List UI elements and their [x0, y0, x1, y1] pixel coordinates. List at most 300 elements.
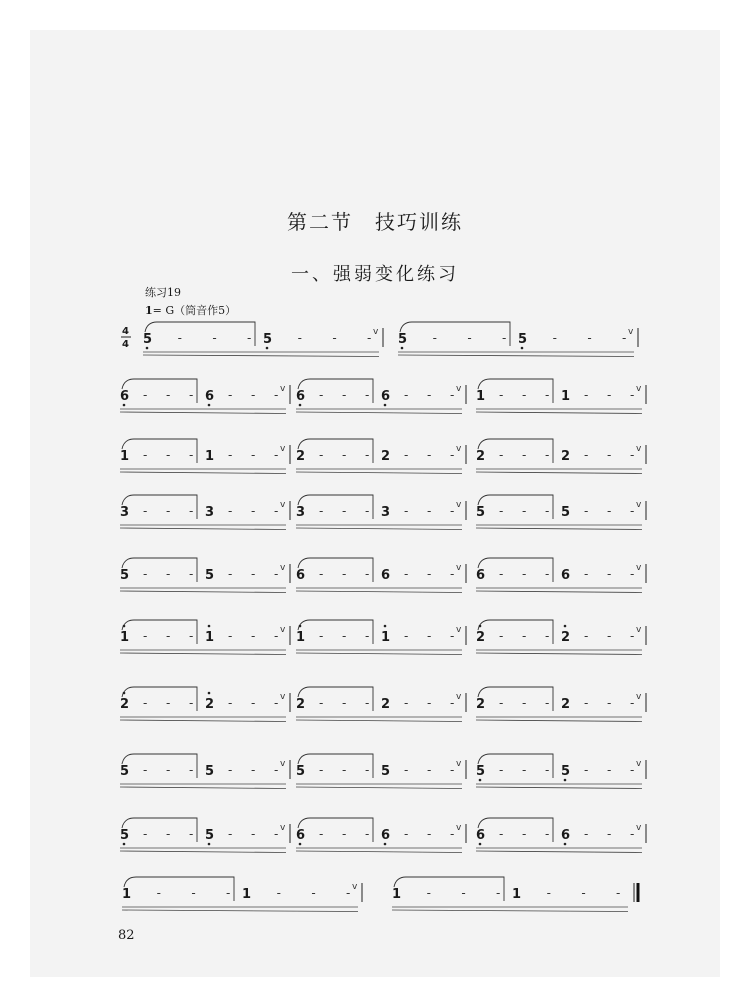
note: 6 [381, 389, 391, 404]
sustain-dash: - [342, 763, 347, 777]
note: 2 [296, 697, 306, 712]
sustain-dash: - [404, 827, 409, 841]
low-octave-dot [266, 347, 269, 350]
breath-mark: v [636, 759, 642, 769]
breath-mark: v [280, 563, 286, 573]
sustain-dash: - [584, 567, 589, 581]
sustain-dash: - [251, 827, 256, 841]
low-octave-dot [521, 347, 524, 350]
note: 1 [122, 887, 132, 902]
note: 6 [381, 828, 391, 843]
sustain-dash: - [630, 448, 635, 462]
note: 5 [120, 764, 130, 779]
sustain-dash: - [630, 567, 635, 581]
sustain-dash: - [365, 827, 370, 841]
sustain-dash: - [365, 567, 370, 581]
sustain-dash: - [496, 886, 501, 900]
dynamics-line [120, 412, 286, 414]
sustain-dash: - [499, 448, 504, 462]
sustain-dash: - [166, 504, 171, 518]
phrase-slur [298, 620, 373, 630]
note: 5 [476, 505, 486, 520]
note: 1 [120, 630, 130, 645]
breath-mark: v [636, 384, 642, 394]
note: 5 [120, 568, 130, 583]
time-signature-top: 4 [122, 326, 129, 337]
phrase-slur [394, 877, 504, 887]
sustain-dash: - [450, 763, 455, 777]
sustain-dash: - [630, 629, 635, 643]
sustain-dash: - [545, 448, 550, 462]
phrase-slur [478, 818, 553, 828]
phrase-slur [298, 439, 373, 449]
sustain-dash: - [450, 629, 455, 643]
sustain-dash: - [247, 331, 252, 345]
sustain-dash: - [191, 886, 196, 900]
section-title-text: 技巧训练 [375, 210, 463, 234]
sustain-dash: - [177, 331, 183, 345]
low-octave-dot [384, 404, 387, 407]
sustain-dash: - [228, 827, 233, 841]
low-octave-dot [564, 779, 567, 782]
breath-mark: v [456, 759, 462, 769]
phrase-slur [478, 439, 553, 449]
phrase-slur [122, 754, 197, 764]
note: 5 [205, 828, 215, 843]
sustain-dash: - [461, 886, 466, 900]
sustain-dash: - [467, 331, 472, 345]
sustain-dash: - [228, 567, 233, 581]
dynamics-line [476, 472, 642, 474]
low-octave-dot [208, 843, 211, 846]
sustain-dash: - [522, 504, 527, 518]
sustain-dash: - [607, 827, 612, 841]
breath-mark: v [280, 384, 286, 394]
note: 1 [381, 630, 391, 645]
breath-mark: v [636, 500, 642, 510]
dynamics-line [296, 412, 462, 414]
phrase-slur [478, 620, 553, 630]
sustain-dash: - [189, 388, 194, 402]
sustain-dash: - [545, 827, 550, 841]
low-octave-dot [299, 843, 302, 846]
sustain-dash: - [607, 567, 612, 581]
sustain-dash: - [276, 886, 282, 900]
sustain-dash: - [499, 504, 504, 518]
sustain-dash: - [342, 448, 347, 462]
dynamics-line [120, 591, 286, 593]
note: 3 [120, 505, 130, 520]
sustain-dash: - [274, 696, 279, 710]
low-octave-dot [401, 347, 404, 350]
phrase-slur [145, 322, 255, 332]
high-octave-dot [123, 692, 126, 695]
sustain-dash: - [365, 763, 370, 777]
sustain-dash: - [226, 886, 231, 900]
note: 2 [296, 449, 306, 464]
sustain-dash: - [143, 827, 148, 841]
sustain-dash: - [607, 504, 612, 518]
note: 2 [381, 449, 391, 464]
sustain-dash: - [404, 448, 409, 462]
breath-mark: v [280, 444, 286, 454]
sustain-dash: - [426, 886, 432, 900]
sustain-dash: - [274, 567, 279, 581]
breath-mark: v [456, 692, 462, 702]
dynamics-line [476, 591, 642, 593]
low-octave-dot [299, 404, 302, 407]
sustain-dash: - [189, 629, 194, 643]
note: 6 [205, 389, 215, 404]
phrase-slur [298, 818, 373, 828]
sustain-dash: - [499, 763, 504, 777]
sustain-dash: - [319, 448, 324, 462]
sustain-dash: - [584, 696, 589, 710]
sustain-dash: - [166, 827, 171, 841]
sustain-dash: - [143, 504, 148, 518]
high-octave-dot [208, 692, 211, 695]
note: 2 [120, 697, 130, 712]
sustain-dash: - [545, 763, 550, 777]
sustain-dash: - [545, 504, 550, 518]
sustain-dash: - [189, 448, 194, 462]
note: 2 [476, 697, 486, 712]
sustain-dash: - [545, 629, 550, 643]
sustain-dash: - [274, 763, 279, 777]
breath-mark: v [628, 327, 634, 337]
note: 6 [476, 828, 486, 843]
sustain-dash: - [342, 504, 347, 518]
sustain-dash: - [630, 696, 635, 710]
note: 1 [205, 630, 215, 645]
sustain-dash: - [432, 331, 438, 345]
sustain-dash: - [365, 388, 370, 402]
phrase-slur [122, 558, 197, 568]
phrase-slur [122, 379, 197, 389]
low-octave-dot [146, 347, 149, 350]
dynamics-line [120, 720, 286, 722]
breath-mark: v [636, 692, 642, 702]
note: 1 [392, 887, 402, 902]
dynamics-line [120, 653, 286, 655]
breath-mark: v [456, 625, 462, 635]
sustain-dash: - [274, 504, 279, 518]
sustain-dash: - [522, 629, 527, 643]
breath-mark: v [636, 625, 642, 635]
sustain-dash: - [427, 696, 432, 710]
note: 2 [476, 449, 486, 464]
sustain-dash: - [427, 763, 432, 777]
sustain-dash: - [427, 504, 432, 518]
note: 5 [561, 764, 571, 779]
sustain-dash: - [427, 567, 432, 581]
key-description: = G（筒音作5） [152, 304, 237, 317]
phrase-slur [478, 754, 553, 764]
dynamics-line [120, 528, 286, 530]
dynamics-line [398, 355, 634, 357]
sustain-dash: - [251, 504, 256, 518]
sustain-dash: - [450, 696, 455, 710]
sustain-dash: - [228, 696, 233, 710]
note: 3 [381, 505, 391, 520]
sustain-dash: - [365, 629, 370, 643]
sustain-dash: - [143, 388, 148, 402]
dynamics-line [476, 653, 642, 655]
phrase-slur [298, 687, 373, 697]
breath-mark: v [636, 563, 642, 573]
breath-mark: v [456, 500, 462, 510]
note: 1 [120, 449, 130, 464]
sustain-dash: - [251, 567, 256, 581]
sustain-dash: - [545, 696, 550, 710]
sustain-dash: - [522, 388, 527, 402]
sustain-dash: - [546, 886, 552, 900]
note: 5 [296, 764, 306, 779]
sustain-dash: - [581, 886, 586, 900]
sustain-dash: - [499, 567, 504, 581]
phrase-slur [400, 322, 510, 332]
sustain-dash: - [228, 504, 233, 518]
sustain-dash: - [274, 827, 279, 841]
note: 2 [561, 449, 571, 464]
high-octave-dot [123, 625, 126, 628]
dynamics-line [120, 472, 286, 474]
dynamics-line [122, 910, 358, 912]
phrase-slur [124, 877, 234, 887]
breath-mark: v [636, 444, 642, 454]
sustain-dash: - [189, 567, 194, 581]
sustain-dash: - [584, 629, 589, 643]
sustain-dash: - [228, 629, 233, 643]
note: 6 [476, 568, 486, 583]
note: 6 [296, 389, 306, 404]
dynamics-line [476, 528, 642, 530]
sustain-dash: - [522, 696, 527, 710]
sustain-dash: - [319, 629, 324, 643]
note: 3 [296, 505, 306, 520]
breath-mark: v [280, 823, 286, 833]
sustain-dash: - [319, 388, 324, 402]
sustain-dash: - [143, 763, 148, 777]
sustain-dash: - [552, 331, 558, 345]
phrase-slur [298, 754, 373, 764]
phrase-slur [122, 620, 197, 630]
sustain-dash: - [630, 388, 635, 402]
sustain-dash: - [365, 448, 370, 462]
phrase-slur [298, 379, 373, 389]
low-octave-dot [564, 843, 567, 846]
high-octave-dot [479, 625, 482, 628]
dynamics-line [476, 412, 642, 414]
sustain-dash: - [404, 504, 409, 518]
sustain-dash: - [607, 696, 612, 710]
sustain-dash: - [228, 388, 233, 402]
sustain-dash: - [404, 567, 409, 581]
dynamics-line [296, 528, 462, 530]
sustain-dash: - [450, 827, 455, 841]
dynamics-line [296, 787, 462, 789]
breath-mark: v [280, 692, 286, 702]
phrase-slur [122, 495, 197, 505]
sustain-dash: - [499, 388, 504, 402]
sustain-dash: - [630, 827, 635, 841]
sustain-dash: - [251, 388, 256, 402]
low-octave-dot [479, 779, 482, 782]
note: 5 [205, 568, 215, 583]
sustain-dash: - [450, 388, 455, 402]
phrase-slur [478, 495, 553, 505]
note: 5 [263, 332, 273, 347]
sustain-dash: - [404, 388, 409, 402]
dynamics-line [296, 851, 462, 853]
dynamics-line [476, 787, 642, 789]
sustain-dash: - [584, 388, 589, 402]
sustain-dash: - [251, 763, 256, 777]
note: 2 [561, 630, 571, 645]
dynamics-line [296, 591, 462, 593]
sustain-dash: - [499, 629, 504, 643]
note: 1 [296, 630, 306, 645]
sustain-dash: - [342, 629, 347, 643]
sustain-dash: - [367, 331, 372, 345]
sustain-dash: - [502, 331, 507, 345]
sustain-dash: - [251, 448, 256, 462]
sustain-dash: - [143, 696, 148, 710]
sustain-dash: - [522, 448, 527, 462]
note: 2 [476, 630, 486, 645]
key-tonic: 1 [145, 304, 153, 317]
sustain-dash: - [228, 763, 233, 777]
note: 6 [120, 389, 130, 404]
sustain-dash: - [584, 763, 589, 777]
sustain-dash: - [156, 886, 162, 900]
breath-mark: v [280, 625, 286, 635]
dynamics-line [476, 720, 642, 722]
sustain-dash: - [274, 388, 279, 402]
sustain-dash: - [404, 696, 409, 710]
sustain-dash: - [346, 886, 351, 900]
breath-mark: v [456, 444, 462, 454]
sustain-dash: - [189, 763, 194, 777]
sustain-dash: - [228, 448, 233, 462]
sustain-dash: - [319, 567, 324, 581]
dynamics-line [296, 472, 462, 474]
sustain-dash: - [143, 567, 148, 581]
note: 5 [518, 332, 528, 347]
sustain-dash: - [522, 763, 527, 777]
sustain-dash: - [587, 331, 592, 345]
sustain-dash: - [212, 331, 217, 345]
sustain-dash: - [143, 448, 148, 462]
sustain-dash: - [584, 504, 589, 518]
note: 5 [398, 332, 408, 347]
sustain-dash: - [251, 629, 256, 643]
phrase-slur [122, 687, 197, 697]
sustain-dash: - [616, 886, 621, 900]
sustain-dash: - [607, 629, 612, 643]
sustain-dash: - [404, 629, 409, 643]
note: 5 [205, 764, 215, 779]
note: 2 [561, 697, 571, 712]
note: 1 [205, 449, 215, 464]
high-octave-dot [564, 625, 567, 628]
sustain-dash: - [499, 696, 504, 710]
phrase-slur [298, 558, 373, 568]
sustain-dash: - [166, 763, 171, 777]
sustain-dash: - [311, 886, 316, 900]
sustain-dash: - [499, 827, 504, 841]
note: 3 [205, 505, 215, 520]
sustain-dash: - [189, 696, 194, 710]
sustain-dash: - [166, 629, 171, 643]
note: 1 [561, 389, 571, 404]
exercise-label: 练习19 [145, 286, 181, 299]
low-octave-dot [384, 843, 387, 846]
sustain-dash: - [427, 827, 432, 841]
phrase-slur [478, 687, 553, 697]
sustain-dash: - [450, 448, 455, 462]
note: 5 [120, 828, 130, 843]
breath-mark: v [456, 823, 462, 833]
sustain-dash: - [522, 827, 527, 841]
sustain-dash: - [450, 567, 455, 581]
phrase-slur [478, 379, 553, 389]
dynamics-line [476, 851, 642, 853]
note: 6 [296, 568, 306, 583]
sustain-dash: - [251, 696, 256, 710]
dynamics-line [392, 910, 628, 912]
phrase-slur [122, 439, 197, 449]
high-octave-dot [299, 625, 302, 628]
breath-mark: v [352, 882, 358, 892]
sustain-dash: - [630, 763, 635, 777]
breath-mark: v [636, 823, 642, 833]
sustain-dash: - [166, 388, 171, 402]
phrase-slur [298, 495, 373, 505]
note: 6 [561, 568, 571, 583]
note: 6 [561, 828, 571, 843]
sustain-dash: - [545, 388, 550, 402]
breath-mark: v [373, 327, 379, 337]
note: 2 [205, 697, 215, 712]
sustain-dash: - [274, 629, 279, 643]
sustain-dash: - [319, 504, 324, 518]
sustain-dash: - [166, 696, 171, 710]
sustain-dash: - [274, 448, 279, 462]
sustain-dash: - [342, 827, 347, 841]
dynamics-line [296, 720, 462, 722]
note: 5 [476, 764, 486, 779]
sustain-dash: - [332, 331, 337, 345]
subsection-title: 一、强弱变化练习 [291, 264, 459, 285]
sustain-dash: - [607, 763, 612, 777]
sustain-dash: - [365, 504, 370, 518]
sustain-dash: - [404, 763, 409, 777]
dynamics-line [296, 653, 462, 655]
dynamics-line [120, 851, 286, 853]
sustain-dash: - [427, 448, 432, 462]
sustain-dash: - [166, 567, 171, 581]
low-octave-dot [479, 843, 482, 846]
breath-mark: v [280, 759, 286, 769]
sustain-dash: - [319, 696, 324, 710]
dynamics-line [143, 355, 379, 357]
sustain-dash: - [297, 331, 303, 345]
page-number: 82 [118, 928, 135, 943]
sustain-dash: - [319, 827, 324, 841]
sustain-dash: - [319, 763, 324, 777]
phrase-slur [478, 558, 553, 568]
